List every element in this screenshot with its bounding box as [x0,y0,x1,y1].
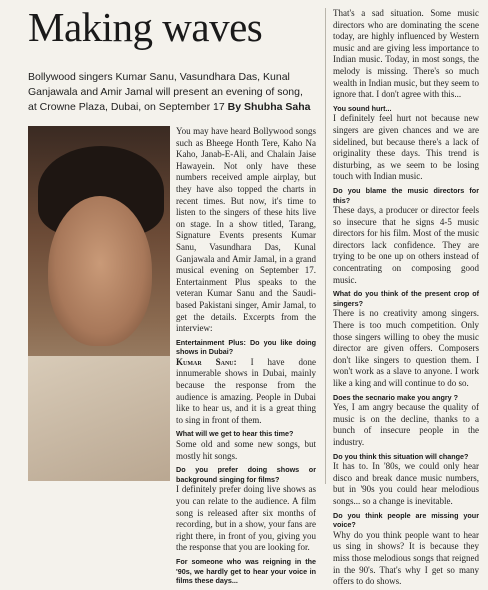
answer: I definitely prefer doing live shows as you can relate to the audience. A film song is released after six months of recording, but in a show, your fans are right there, in front of you, giving you the response that you are looking for. [176,484,316,553]
question: Do you prefer doing shows or background singing for films? [176,465,316,484]
article-column-right [333,8,479,590]
question: What do you think of the present crop of singers? [333,289,479,308]
standfirst-text: Bollywood singers Kumar Sanu, Vasundhara Das, Kunal Ganjawala and Amir Jamal will present an evening of song, at Crowne Plaza, Dubai, on September 17 [28,71,303,113]
column-divider [325,8,326,484]
answer: I definitely feel hurt not because new singers are given chances and we are sidelined, but because there's a lack of originality these days. This trend is disturbing, as we seem to be losing touch with Indian music. [333,113,479,182]
answer-text: I have done innumerable shows in Dubai, mainly because the response from the audience is amazing. People in Dubai like to hear us, and it is a great thing to sing in front of them. [176,356,316,425]
standfirst [28,70,312,115]
intro-paragraph: You may have heard Bollywood songs such as Bheege Honth Tere, Kaho Na Kaho, Janab-E-Ali, and Chalain Jaise Hawayein. Not only have these numbers received ample airplay, but they have also topped the charts in recent times. But now, it's time to listen to the singers of these hits live on stage. In a show titled, Tarang, Signature Events presents Kumar Sanu, Vasundhara Das, Kunal Ganjawala and Amir Jamal, in a grand musical evening on September 17. Entertainment Plus speaks to the veteran Kumar Sanu and the Saudi-based Pakistani singer, Amir Jamal, to get the details. Excerpts from the interview: [176,126,316,334]
question: What will we get to hear this time? [176,429,294,439]
answer: That's a sad situation. Some music directors who are dominating the scene today, are highly influenced by Western music and are giving less importance to Indian music. Today, in most songs, the melody is missing. There's so much wealth in Indian music, but they seem to ignore that. I don't agree with this... [333,8,479,100]
question: Do you think this situation will change? [333,451,469,461]
photo-face [48,196,152,346]
answer: It has to. In '80s, we could only hear disco and break dance music numbers, but in '90s you could hear melodious songs... so a change is inevitable. [333,461,479,506]
byline: By Shubha Saha [227,101,311,113]
singer-photo [28,126,170,481]
question: For someone who was reigning in the '90s, we hardly get to hear your voice in films these days... [176,556,316,586]
answer [176,357,316,427]
speaker-label: Kumar Sanu: [176,356,237,367]
question: You sound hurt... [333,103,392,113]
question: Do you blame the music directors for this? [333,185,479,205]
answer: These days, a producer or director feels so insecure that he signs 4-5 music directors for his film. Most of the music directors lack confidence. They are trying to be one up on others instead of concentrating on composing good music. [333,205,479,285]
headline: Making waves [28,4,263,50]
question: Do you think people are missing your voice? [333,510,479,530]
article-column-middle [176,126,316,586]
answer: There is no creativity among singers. There is too much competition. Only those singers willing to obey the music director are given offers. Composers don't like singers to question them. I won't work as a slave to anyone. I work like a king and will continue to do so. [333,308,479,388]
question: Does the secnario make you angry ? [333,392,459,402]
answer: Some old and some new songs, but mostly hit songs. [176,439,316,461]
answer: Yes, I am angry because the quality of music is on the decline, thanks to a bunch of insecure people in the industry. [333,402,479,447]
answer: Why do you think people want to hear us sing in shows? It is because they miss those melodious songs that reigned in the 90's. That's why I get so many offers to do shows. [333,529,479,587]
photo-shirt [28,356,170,481]
question: Entertainment Plus: Do you like doing shows in Dubai? [176,337,316,357]
